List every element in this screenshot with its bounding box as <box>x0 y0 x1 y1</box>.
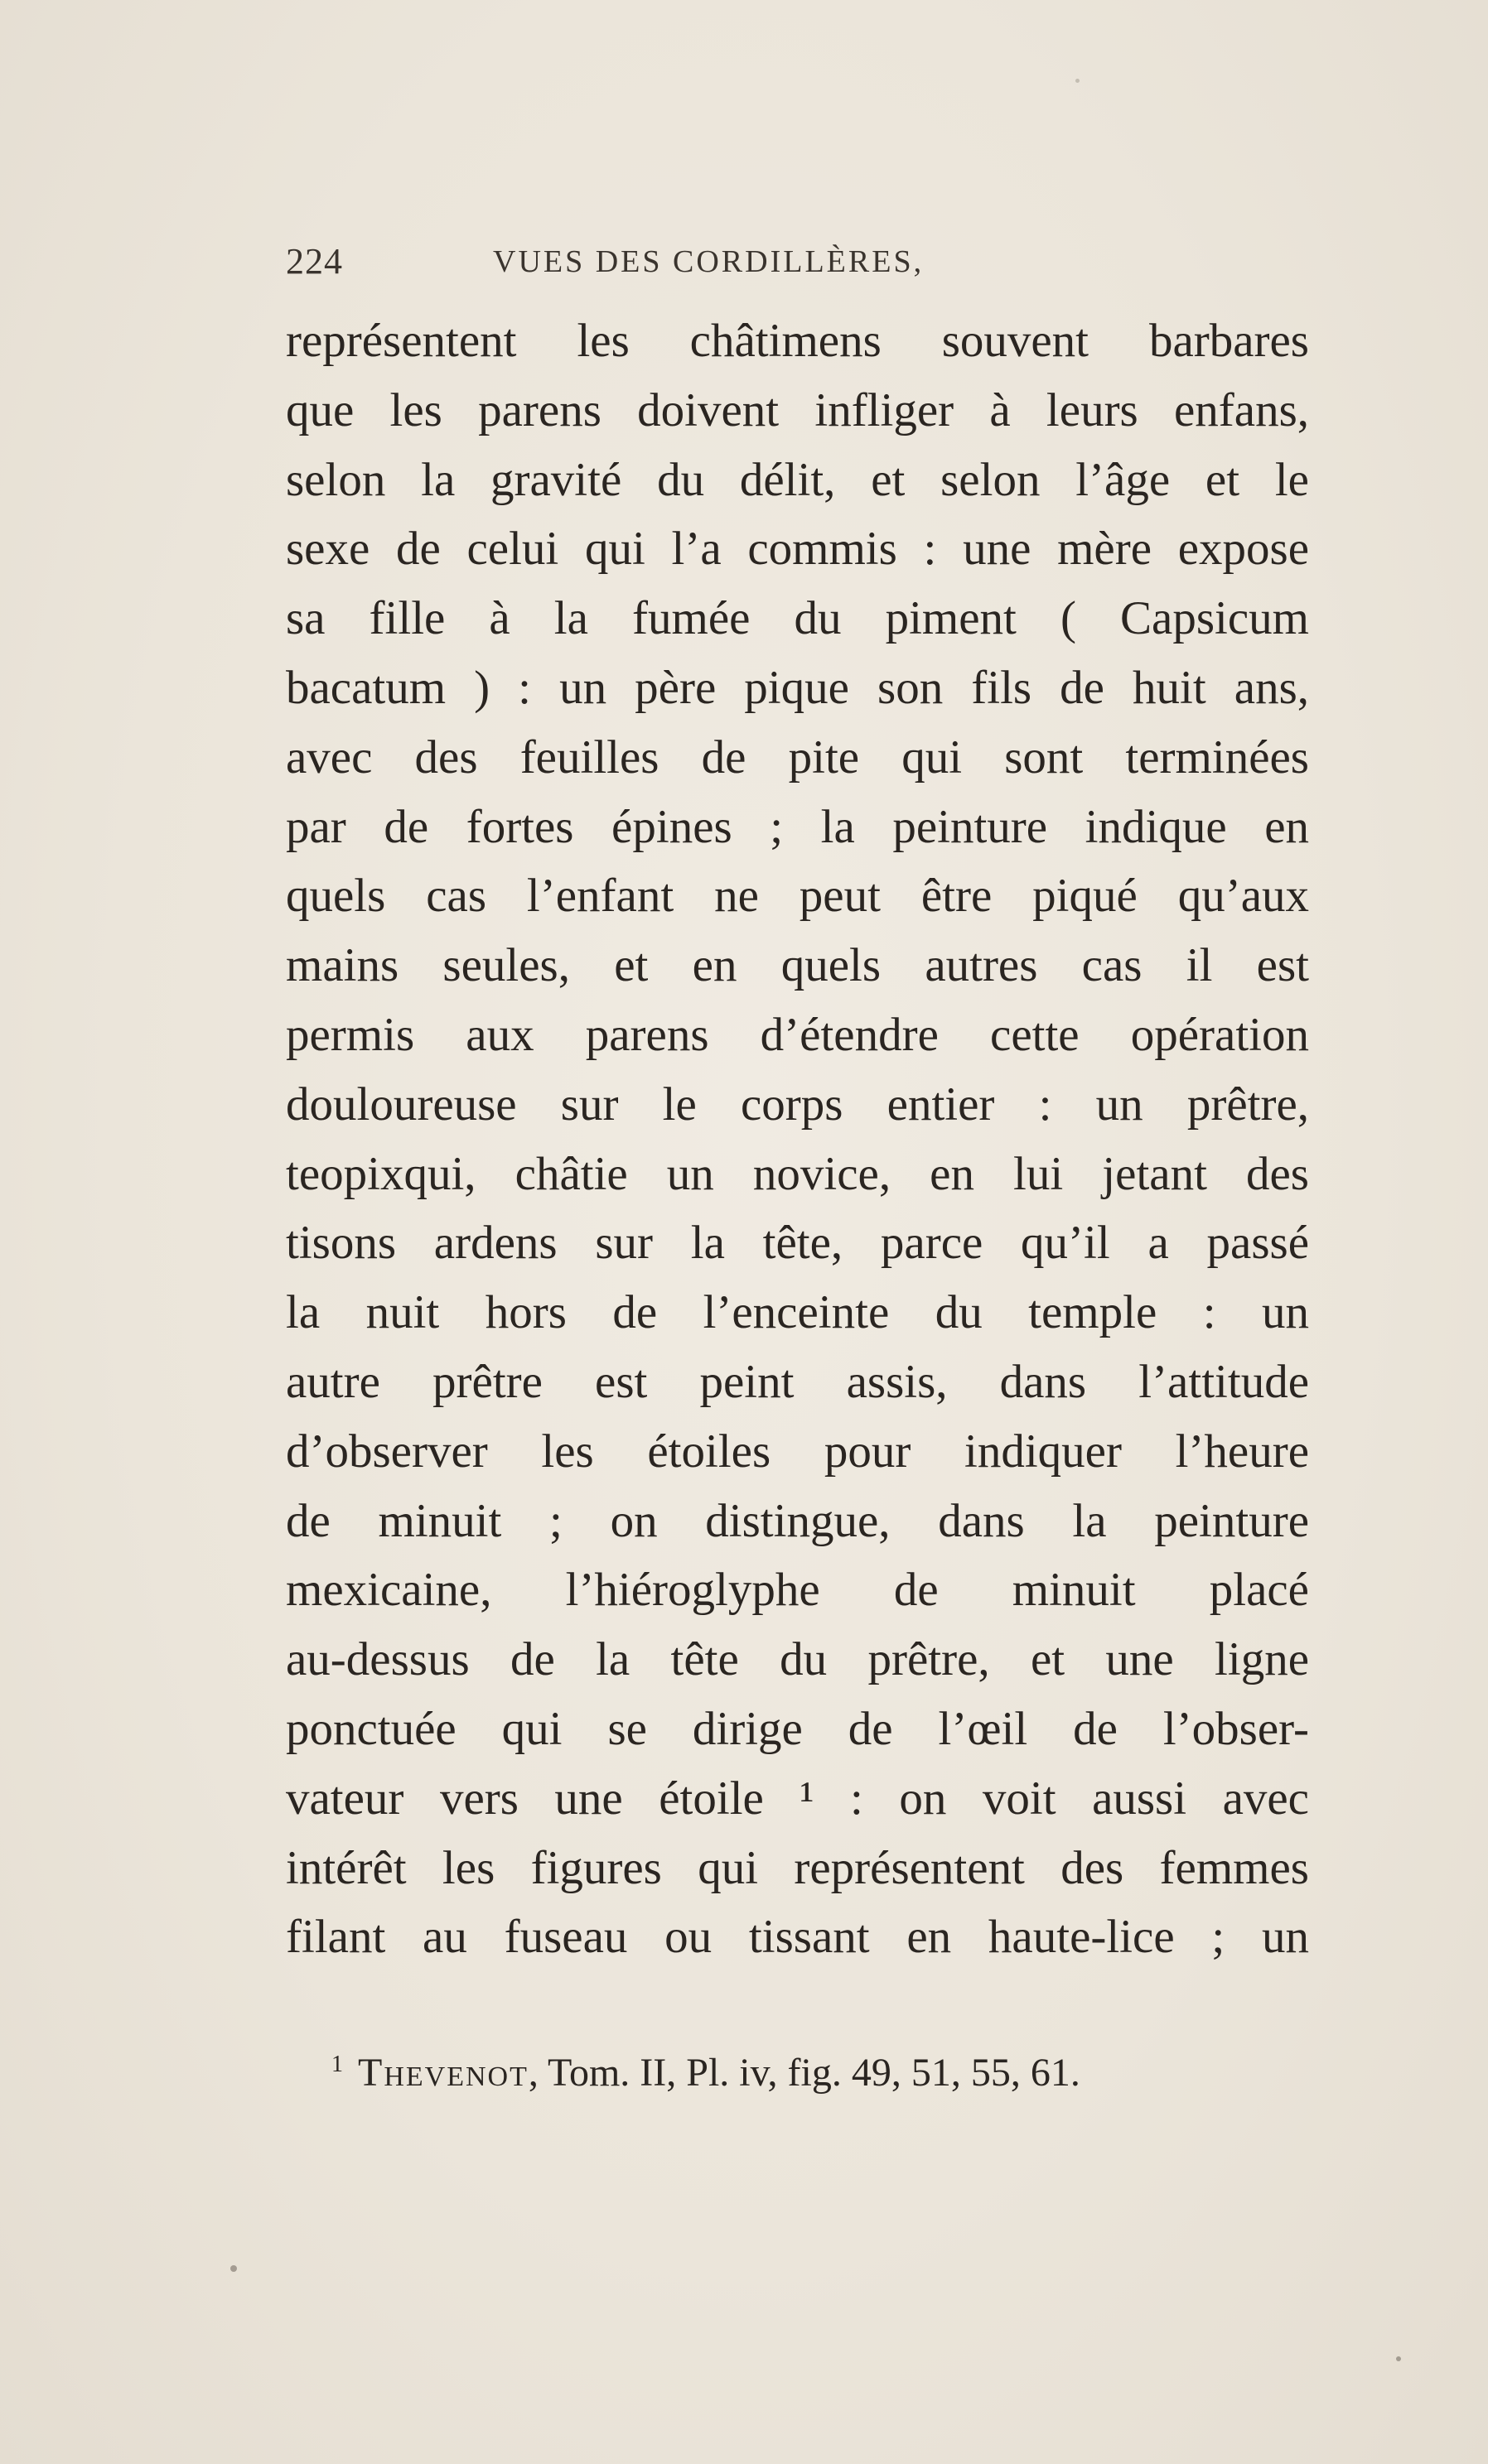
text-line: filant au fuseau ou tissant en haute-lice ; un <box>286 1911 1309 1964</box>
text-line: avec des feuilles de pite qui sont terminées <box>286 731 1309 784</box>
running-title: VUES DES CORDILLÈRES, <box>493 244 925 279</box>
body-text <box>286 306 1309 1972</box>
footnote <box>331 2050 1309 2095</box>
text-line: la nuit hors de l’enceinte du temple : un <box>286 1286 1309 1339</box>
text-line: bacatum ) : un père pique son fils de huit ans, <box>286 661 1309 714</box>
text-line: au-dessus de la tête du prêtre, et une ligne <box>286 1633 1309 1686</box>
text-line: de minuit ; on distingue, dans la peinture <box>286 1494 1309 1547</box>
text-line: sexe de celui qui l’a commis : une mère expose <box>286 523 1309 576</box>
paper-speck <box>1396 2356 1401 2361</box>
text-line: douloureuse sur le corps entier : un prêtre, <box>286 1078 1309 1131</box>
text-line: mexicaine, l’hiéroglyphe de minuit placé <box>286 1564 1309 1617</box>
text-line: que les parens doivent infliger à leurs enfans, <box>286 383 1309 436</box>
paper-speck <box>230 2265 237 2272</box>
text-line: sa fille à la fumée du piment ( Capsicum <box>286 592 1309 645</box>
footnote-author: Thevenot <box>358 2051 529 2095</box>
text-line: autre prêtre est peint assis, dans l’attitude <box>286 1355 1309 1408</box>
text-line: ponctuée qui se dirige de l’œil de l’obser- <box>286 1702 1309 1755</box>
text-line: selon la gravité du délit, et selon l’âge et le <box>286 453 1309 506</box>
text-line: d’observer les étoiles pour indiquer l’heure <box>286 1425 1309 1478</box>
page-number: 224 <box>286 241 343 282</box>
text-line: mains seules, et en quels autres cas il est <box>286 939 1309 992</box>
text-line: tisons ardens sur la tête, parce qu’il a passé <box>286 1217 1309 1270</box>
text-line: par de fortes épines ; la peinture indique en <box>286 800 1309 853</box>
text-line: teopixqui, châtie un novice, en lui jetant des <box>286 1147 1309 1200</box>
page-header <box>286 240 1313 290</box>
text-line: quels cas l’enfant ne peut être piqué qu’aux <box>286 870 1309 923</box>
text-line: intérêt les figures qui représentent des femmes <box>286 1841 1309 1894</box>
paper-speck <box>1075 79 1080 83</box>
text-line: permis aux parens d’étendre cette opération <box>286 1008 1309 1061</box>
text-line: vateur vers une étoile ¹ : on voit aussi avec <box>286 1772 1309 1825</box>
text-line: représentent les châtimens souvent barbares <box>286 315 1309 367</box>
footnote-marker: 1 <box>331 2052 343 2077</box>
footnote-citation: , Tom. II, Pl. iv, fig. 49, 51, 55, 61. <box>528 2051 1080 2095</box>
